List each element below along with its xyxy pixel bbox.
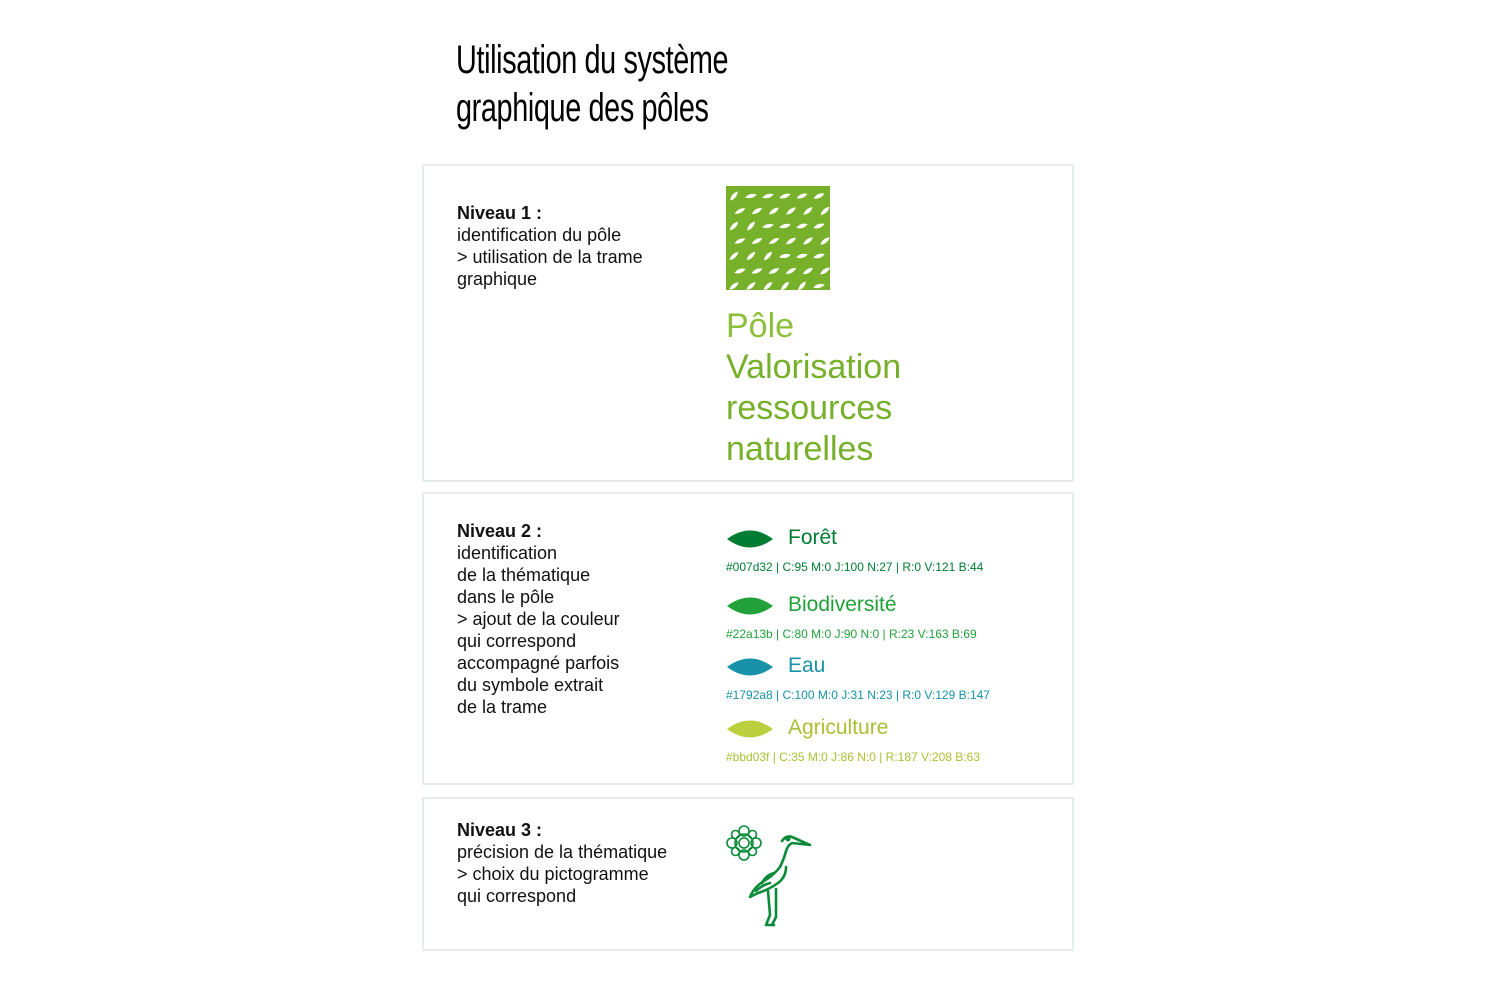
level-1-line: graphique bbox=[457, 269, 538, 289]
theme-name: Eau bbox=[788, 654, 826, 677]
page-title-line-1: Utilisation du système bbox=[456, 38, 729, 82]
pole-name-line-3: ressources bbox=[726, 389, 893, 427]
level-2-line: qui correspond bbox=[457, 631, 577, 651]
leaf-icon bbox=[726, 656, 774, 678]
level-3-line: > choix du pictogramme bbox=[457, 864, 649, 884]
level-3-description bbox=[457, 819, 667, 907]
level-1-description bbox=[457, 202, 643, 290]
pole-name-line-1: Pôle bbox=[726, 307, 795, 345]
level-3-heading: Niveau 3 : bbox=[457, 820, 543, 840]
level-2-line: de la trame bbox=[457, 697, 548, 717]
level-1-heading: Niveau 1 : bbox=[457, 203, 543, 223]
level-2-heading: Niveau 2 : bbox=[457, 521, 543, 541]
level-2-line: dans le pôle bbox=[457, 587, 555, 607]
level-2-line: du symbole extrait bbox=[457, 675, 604, 695]
level-2-line: de la thématique bbox=[457, 565, 591, 585]
page-title bbox=[456, 36, 728, 132]
pictogram-group bbox=[726, 823, 818, 933]
pole-name-line-4: naturelles bbox=[726, 430, 874, 468]
leaf-icon bbox=[726, 528, 774, 550]
flower-icon bbox=[727, 826, 761, 860]
leaf-icon bbox=[726, 595, 774, 617]
level-2-line: identification bbox=[457, 543, 558, 563]
theme-name: Forêt bbox=[788, 526, 838, 549]
theme-color-codes: #22a13b | C:80 M:0 J:90 N:0 | R:23 V:163 B:69 bbox=[726, 627, 977, 641]
level-1-line: identification du pôle bbox=[457, 225, 622, 245]
leaf-icon bbox=[726, 718, 774, 740]
level-2-panel bbox=[422, 492, 1074, 785]
level-3-line: précision de la thématique bbox=[457, 842, 668, 862]
level-3-line: qui correspond bbox=[457, 886, 577, 906]
level-2-line: accompagné parfois bbox=[457, 653, 620, 673]
theme-color-codes: #bbd03f | C:35 M:0 J:86 N:0 | R:187 V:208 B:63 bbox=[726, 750, 980, 764]
leaf-pattern-graphic bbox=[726, 186, 830, 290]
theme-color-codes: #007d32 | C:95 M:0 J:100 N:27 | R:0 V:121 B:44 bbox=[726, 560, 984, 574]
level-2-line: > ajout de la couleur bbox=[457, 609, 620, 629]
theme-name: Agriculture bbox=[788, 716, 889, 739]
level-2-description bbox=[457, 520, 620, 718]
level-1-line: > utilisation de la trame bbox=[457, 247, 643, 267]
page-title-line-2: graphique des pôles bbox=[456, 86, 709, 130]
pole-name bbox=[726, 306, 901, 470]
level-1-panel bbox=[422, 164, 1074, 482]
level-3-panel bbox=[422, 797, 1074, 951]
pole-name-line-2: Valorisation bbox=[726, 348, 902, 386]
theme-color-codes: #1792a8 | C:100 M:0 J:31 N:23 | R:0 V:129 B:147 bbox=[726, 688, 990, 702]
theme-name: Biodiversité bbox=[788, 593, 897, 616]
heron-icon bbox=[750, 837, 810, 926]
